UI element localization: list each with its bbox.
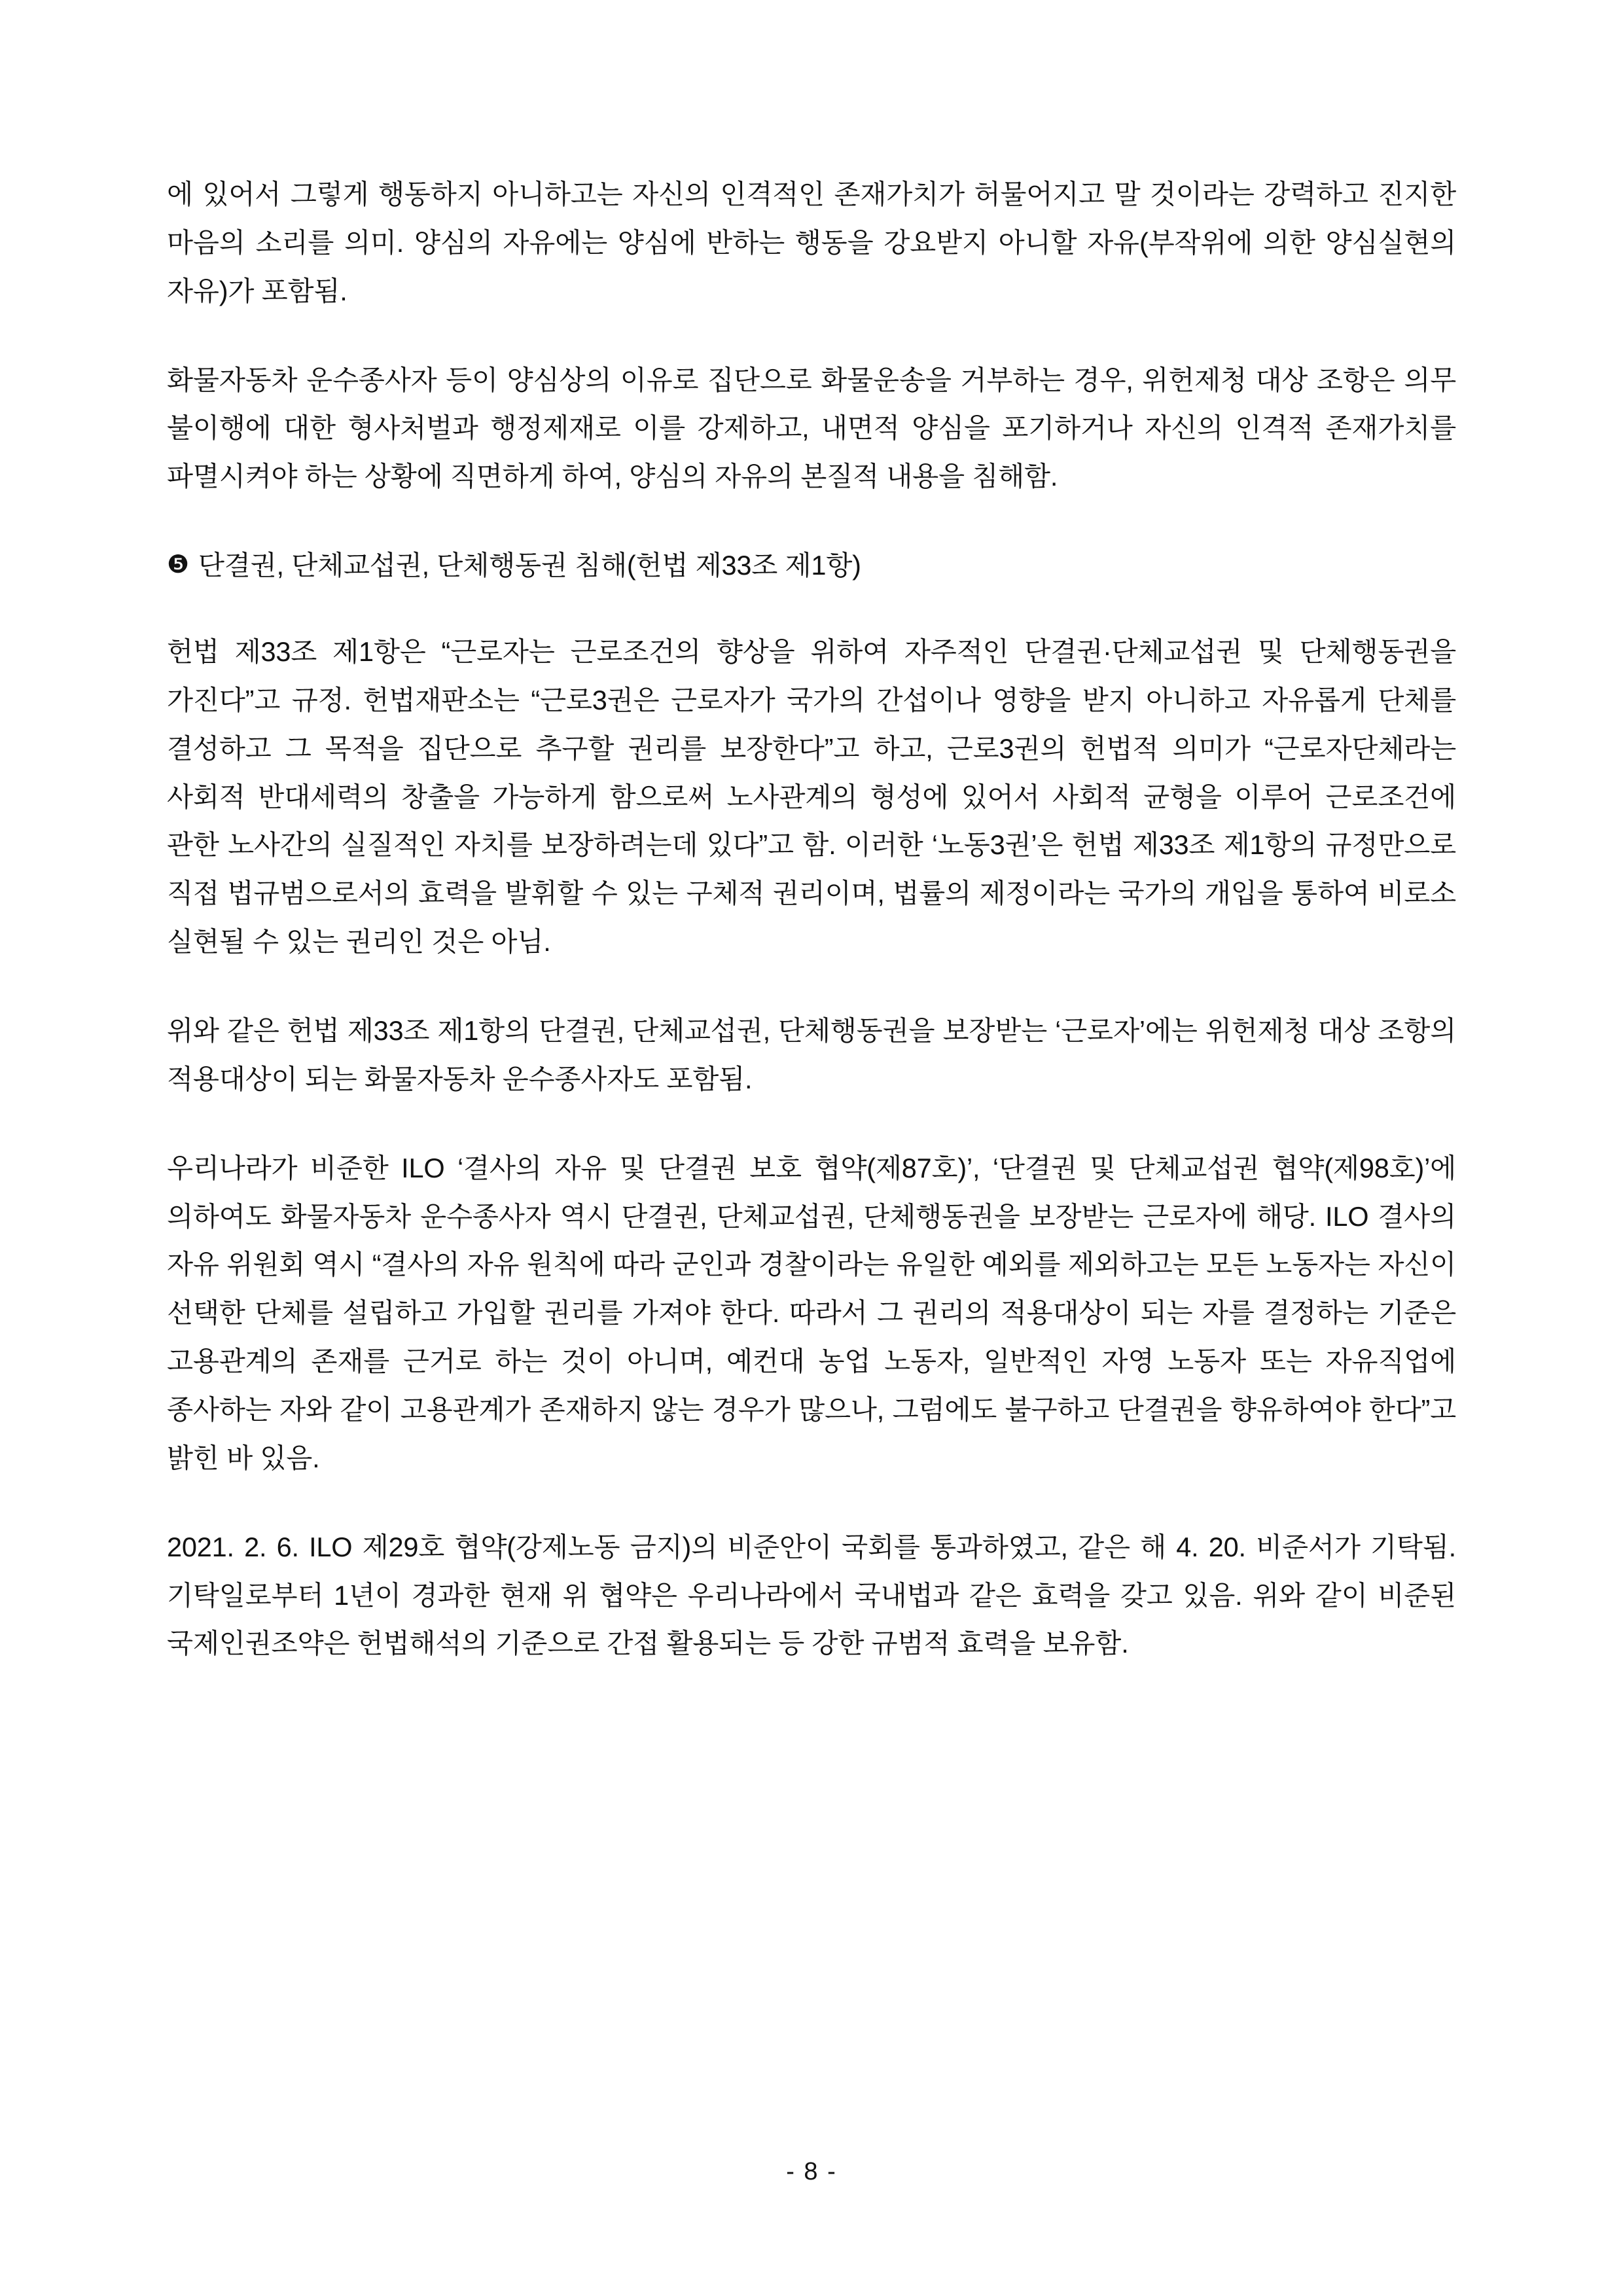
paragraph-ilo-convention-29: 2021. 2. 6. ILO 제29호 협약(강제노동 금지)의 비준안이 국회를 통과하였고, 같은 해 4. 20. 비준서가 기탁됨. 기탁일로부터 1년이 경과한 현재 위 협약은 우리나라에서 국내법과 같은 효력을 갖고 있음. 위와 같이 비준된 국제인권조약은 헌법해석의 기준으로 간접 활용되는 등 강한 규범적 효력을 보유함. [167,1531,1456,1659]
heading-marker-icon: ❺ [167,551,189,579]
heading-text: 단결권, 단체교섭권, 단체행동권 침해(헌법 제33조 제1항) [198,550,861,581]
paragraph-conscience-definition: 에 있어서 그렇게 행동하지 아니하고는 자신의 인격적인 존재가치가 허물어지고 말 것이라는 강력하고 진지한 마음의 소리를 의미. 양심의 자유에는 양심에 반하는 행동을 강요받지 아니할 자유(부작위에 의한 양심실현의 자유)가 포함됨. [167,179,1456,306]
document-body [167,170,1456,1668]
paragraph-ilo-conventions: 우리나라가 비준한 ILO ‘결사의 자유 및 단결권 보호 협약(제87호)’, ‘단결권 및 단체교섭권 협약(제98호)’에 의하여도 화물자동차 운수종사자 역시 단결권, 단체교섭권, 단체행동권을 보장받는 근로자에 해당. ILO 결사의 자유 위원회 역시 “결사의 자유 원칙에 따라 군인과 경찰이라는 유일한 예외를 제외하고는 모든 노동자는 자신이 선택한 단체를 설립하고 가입할 권리를 가져야 한다. 따라서 그 권리의 적용대상이 되는 자를 결정하는 기준은 고용관계의 존재를 근거로 하는 것이 아니며, 예컨대 농업 노동자, 일반적인 자영 노동자 또는 자유직업에 종사하는 자와 같이 고용관계가 존재하지 않는 경우가 많으나, 그럼에도 불구하고 단결권을 향유하여야 한다”고 밝힌 바 있음. [167,1152,1456,1473]
paragraph-cargo-drivers-conscience: 화물자동차 운수종사자 등이 양심상의 이유로 집단으로 화물운송을 거부하는 경우, 위헌제청 대상 조항은 의무 불이행에 대한 형사처벌과 행정제재로 이를 강제하고, 내면적 양심을 포기하거나 자신의 인격적 존재가치를 파멸시켜야 하는 상황에 직면하게 하여, 양심의 자유의 본질적 내용을 침해함. [167,364,1456,492]
paragraph-constitution-article33: 헌법 제33조 제1항은 “근로자는 근로조건의 향상을 위하여 자주적인 단결권·단체교섭권 및 단체행동권을 가진다”고 규정. 헌법재판소는 “근로3권은 근로자가 국가의 간섭이나 영향을 받지 아니하고 자유롭게 단체를 결성하고 그 목적을 집단으로 추구할 권리를 보장한다”고 하고, 근로3권의 헌법적 의미가 “근로자단체라는 사회적 반대세력의 창출을 가능하게 함으로써 노사관계의 형성에 있어서 사회적 균형을 이루어 근로조건에 관한 노사간의 실질적인 자치를 보장하려는데 있다”고 함. 이러한 ‘노동3권’은 헌법 제33조 제1항의 규정만으로 직접 법규범으로서의 효력을 발휘할 수 있는 구체적 권리이며, 법률의 제정이라는 국가의 개입을 통하여 비로소 실현될 수 있는 권리인 것은 아님. [167,636,1456,958]
heading-labor-rights-violation [167,541,1456,590]
paragraph-worker-scope: 위와 같은 헌법 제33조 제1항의 단결권, 단체교섭권, 단체행동권을 보장받는 ‘근로자’에는 위헌제청 대상 조항의 적용대상이 되는 화물자동차 운수종사자도 포함됨. [167,1015,1456,1094]
page-number: - 8 - [786,2158,837,2185]
